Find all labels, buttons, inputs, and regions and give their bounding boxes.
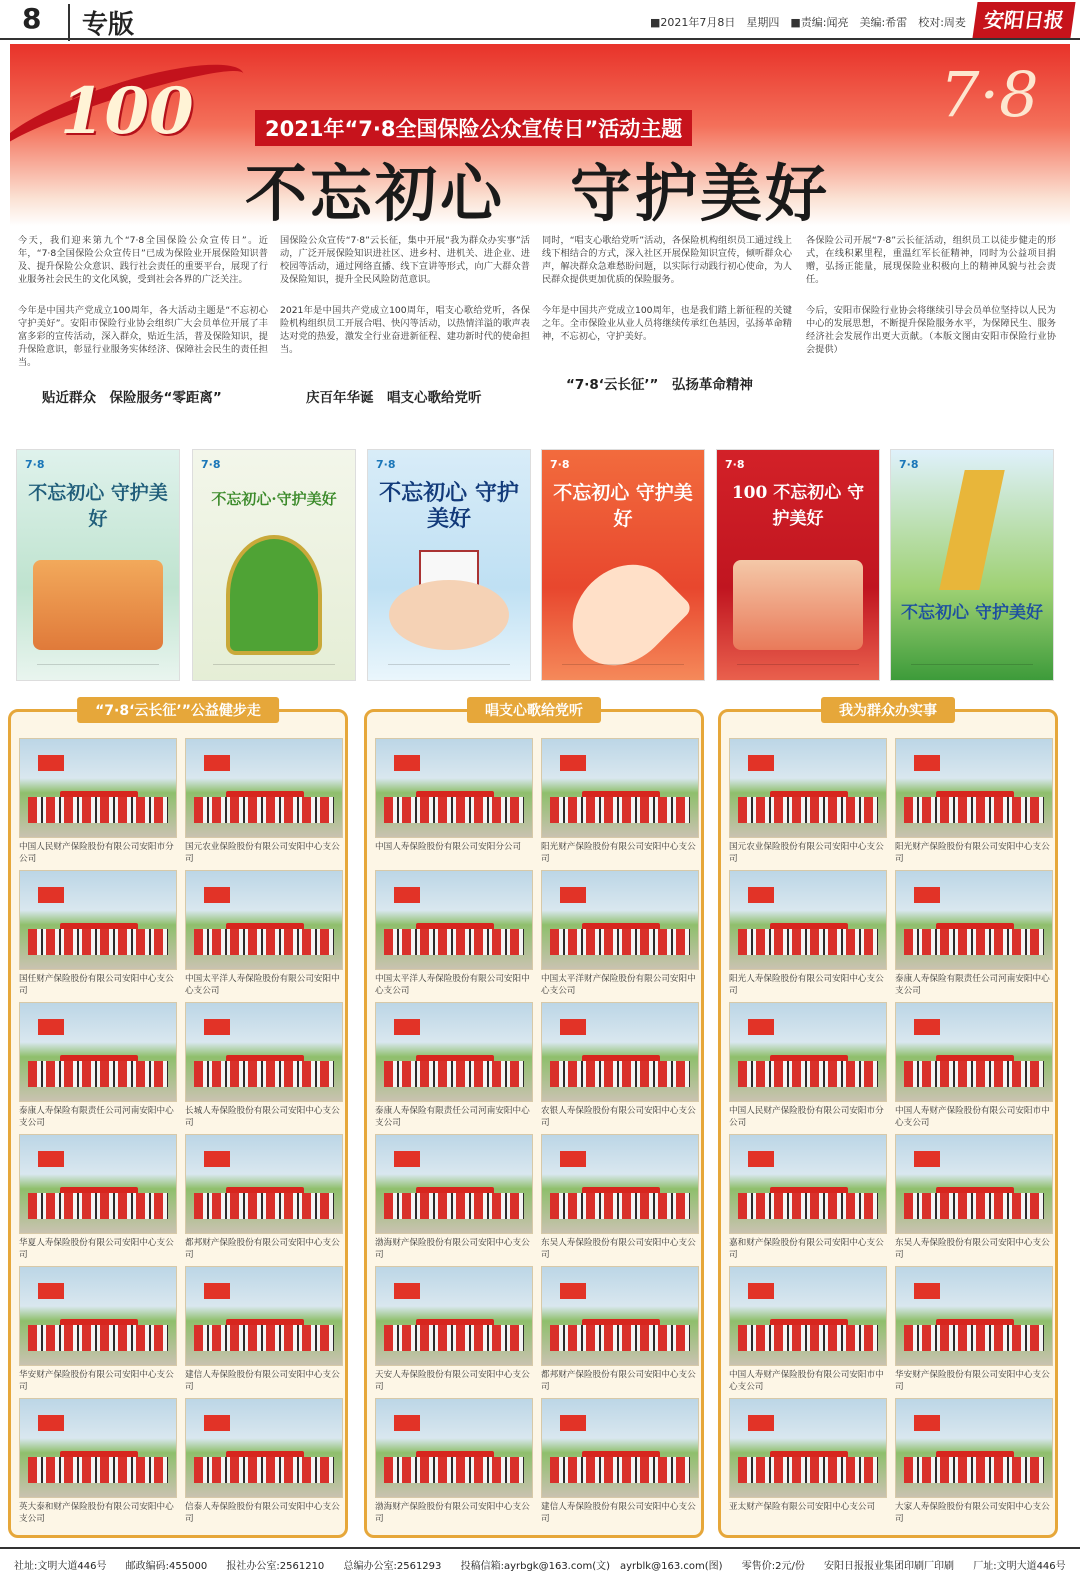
event-photo xyxy=(375,870,533,970)
event-photo xyxy=(541,1134,699,1234)
red-flag-icon xyxy=(394,755,420,771)
footer-email: 投稿信箱:ayrbgk@163.com(文) ayrblk@163.com(图) xyxy=(460,1561,723,1572)
photo-caption: 东吴人寿保险股份有限公司安阳中心支公司 xyxy=(895,1238,1050,1260)
photo-item xyxy=(729,1266,887,1394)
red-flag-icon xyxy=(748,755,774,771)
photo-item xyxy=(375,870,533,998)
red-flag-icon xyxy=(394,1151,420,1167)
group-people-icon xyxy=(904,1193,1044,1219)
photo-item xyxy=(375,738,533,866)
photo-caption: 泰康人寿保险有限责任公司河南安阳中心支公司 xyxy=(375,1106,530,1128)
poster-logo: 7·8 xyxy=(725,458,745,471)
group-people-icon xyxy=(904,1061,1044,1087)
group-people-icon xyxy=(384,1457,524,1483)
newspaper-logo: 安阳日报 xyxy=(972,2,1075,38)
photo-caption: 天安人寿保险股份有限公司安阳中心支公司 xyxy=(375,1370,530,1392)
article-paragraph: 各保险公司开展“7·8”云长征活动，组织员工以徒步健走的形式，在线积累里程，重温红军长征精神，同时为公益项目捐赠，弘扬正能量，展现保险业积极向上的精神风貌与社会责任。 xyxy=(806,235,1056,285)
article-paragraph: 今年是中国共产党成立100周年，也是我们踏上新征程的关键之年。全市保险业从业人员将继续传承红色基因，弘扬革命精神，不忘初心，守护美好。 xyxy=(542,305,792,342)
footer-printer: 安阳日报报业集团印刷厂印刷 xyxy=(824,1561,955,1572)
event-photo xyxy=(729,1134,887,1234)
photo-caption: 渤海财产保险股份有限公司安阳中心支公司 xyxy=(375,1238,530,1260)
group-people-icon xyxy=(550,1457,690,1483)
photo-box-serve-people xyxy=(718,703,1058,1538)
poster-slogan: 不忘初心 守护美好 xyxy=(553,482,693,530)
photo-item xyxy=(375,1134,533,1262)
article-paragraph: 2021年是中国共产党成立100周年，唱支心歌给党听，各保险机构组织员工开展合唱、快闪等活动，以热情洋溢的歌声表达对党的热爱，激发全行业奋进新征程、建功新时代的使命担当。 xyxy=(280,305,530,355)
photo-caption: 中国人寿财产保险股份有限公司安阳市中心支公司 xyxy=(895,1106,1050,1128)
photo-caption: 嘉和财产保险股份有限公司安阳中心支公司 xyxy=(729,1238,884,1260)
article-subhead-3: “7·8‘云长征’” 弘扬革命精神 xyxy=(566,377,753,393)
group-people-icon xyxy=(904,797,1044,823)
photo-caption: 都邦财产保险股份有限公司安阳中心支公司 xyxy=(185,1238,340,1260)
photo-box-cloud-march xyxy=(8,703,348,1538)
article-paragraph: 今年是中国共产党成立100周年，各大活动主题是“不忘初心 守护美好”。安阳市保险行业协会组织广大会员单位开展了丰富多彩的宣传活动，深入群众，贴近生活，普及保险知识，提升保险意识，彰显行业服务实体经济、保障社会民生的责任担当。 xyxy=(18,305,268,368)
footer-factory: 厂址:文明大道446号 xyxy=(973,1561,1066,1572)
event-photo xyxy=(729,738,887,838)
group-people-icon xyxy=(904,1457,1044,1483)
shield-tree-icon xyxy=(226,535,322,655)
group-people-icon xyxy=(550,1061,690,1087)
article-column-4 xyxy=(806,234,1056,434)
event-photo xyxy=(541,738,699,838)
day-mark: 7·8 xyxy=(940,58,1039,131)
photo-caption: 阳光财产保险股份有限公司安阳中心支公司 xyxy=(895,842,1050,864)
group-people-icon xyxy=(550,1325,690,1351)
footer-price: 零售价:2元/份 xyxy=(741,1561,805,1572)
photo-caption: 东吴人寿保险股份有限公司安阳中心支公司 xyxy=(541,1238,696,1260)
photo-caption: 中国人寿财产保险股份有限公司安阳市中心支公司 xyxy=(729,1370,884,1392)
photo-item xyxy=(185,1398,343,1526)
event-photo xyxy=(729,1266,887,1366)
event-photo xyxy=(375,1266,533,1366)
red-flag-icon xyxy=(914,1019,940,1035)
red-flag-icon xyxy=(394,1283,420,1299)
event-photo xyxy=(185,1266,343,1366)
poster-logo: 7·8 xyxy=(899,458,919,471)
photo-caption: 长城人寿保险股份有限公司安阳中心支公司 xyxy=(185,1106,340,1128)
city-illustration-icon xyxy=(33,560,163,650)
group-people-icon xyxy=(384,1325,524,1351)
photo-caption: 国元农业保险股份有限公司安阳中心支公司 xyxy=(185,842,340,864)
issue-meta: ■2021年7月8日 星期四 ■责编:闻亮 美编:希雷 校对:周麦 xyxy=(650,16,966,29)
photo-item xyxy=(375,1002,533,1130)
photo-caption: 信泰人寿保险股份有限公司安阳中心支公司 xyxy=(185,1502,340,1524)
photo-item xyxy=(185,1266,343,1394)
group-people-icon xyxy=(194,797,334,823)
event-photo xyxy=(729,1002,887,1102)
red-flag-icon xyxy=(204,1019,230,1035)
red-flag-icon xyxy=(38,1019,64,1035)
red-flag-icon xyxy=(914,1283,940,1299)
red-flag-icon xyxy=(204,1283,230,1299)
banner-title: 不忘初心 守护美好 xyxy=(245,157,831,226)
article-paragraph: 国保险公众宣传“7·8”云长征，集中开展“我为群众办实事”活动，广泛开展保险知识进社区、进乡村、进机关、进企业、进校园等活动，通过网络直播、线下宣讲等形式，向广大群众普及保险知识，提升全民风险防范意识。 xyxy=(280,235,530,285)
red-flag-icon xyxy=(204,1151,230,1167)
group-people-icon xyxy=(28,1061,168,1087)
event-photo xyxy=(895,738,1053,838)
photo-caption: 阳光人寿保险股份有限公司安阳中心支公司 xyxy=(729,974,884,996)
group-people-icon xyxy=(194,1457,334,1483)
footer-editor-phone: 总编办公室:2561293 xyxy=(343,1561,442,1572)
event-photo xyxy=(541,870,699,970)
hand-icon xyxy=(389,580,509,650)
event-photo xyxy=(375,738,533,838)
event-photo xyxy=(895,1398,1053,1498)
photo-item xyxy=(729,1002,887,1130)
photo-caption: 国元农业保险股份有限公司安阳中心支公司 xyxy=(729,842,884,864)
photo-caption: 渤海财产保险股份有限公司安阳中心支公司 xyxy=(375,1502,530,1524)
red-flag-icon xyxy=(204,887,230,903)
article-subhead-1: 贴近群众 保险服务“零距离” xyxy=(42,390,222,406)
red-flag-icon xyxy=(560,1415,586,1431)
group-people-icon xyxy=(738,1457,878,1483)
photo-item xyxy=(185,870,343,998)
group-people-icon xyxy=(194,929,334,955)
photo-item xyxy=(895,870,1053,998)
poster-logo: 7·8 xyxy=(550,458,570,471)
poster-logo: 7·8 xyxy=(25,458,45,471)
photo-box-title: “7·8‘云长征’”公益健步走 xyxy=(77,697,279,723)
poster-5 xyxy=(716,449,880,681)
photo-grid xyxy=(19,738,339,1526)
masthead xyxy=(0,0,1080,40)
photo-item xyxy=(19,870,177,998)
banner-subtitle: 2021年“7·8全国保险公众宣传日”活动主题 xyxy=(255,110,692,146)
group-people-icon xyxy=(194,1325,334,1351)
photo-item xyxy=(895,1398,1053,1526)
photo-item xyxy=(375,1398,533,1526)
group-people-icon xyxy=(384,797,524,823)
photo-caption: 泰康人寿保险有限责任公司河南安阳中心支公司 xyxy=(895,974,1050,996)
poster-logo: 7·8 xyxy=(201,458,221,471)
red-flag-icon xyxy=(394,1415,420,1431)
event-photo xyxy=(19,1398,177,1498)
group-people-icon xyxy=(738,1325,878,1351)
red-flag-icon xyxy=(748,1019,774,1035)
group-people-icon xyxy=(28,797,168,823)
event-photo xyxy=(19,1134,177,1234)
footer-office-phone: 报社办公室:2561210 xyxy=(226,1561,325,1572)
group-people-icon xyxy=(194,1061,334,1087)
page-number: 8 xyxy=(22,2,42,35)
article-paragraph: 今天，我们迎来第九个“7·8全国保险公众宣传日”。近年，“7·8全国保险公众宣传日”已成为保险业开展保险知识普及、提升保险公众意识、践行社会责任的重要平台，展现了行业服务社会民生的文化风貌，受到社会各界的广泛关注。 xyxy=(18,235,268,285)
group-people-icon xyxy=(28,1325,168,1351)
photo-box-sing-to-party xyxy=(364,703,704,1538)
great-wall-icon xyxy=(939,470,1005,590)
photo-caption: 建信人寿保险股份有限公司安阳中心支公司 xyxy=(541,1502,696,1524)
red-flag-icon xyxy=(394,887,420,903)
group-people-icon xyxy=(738,1193,878,1219)
photo-item xyxy=(895,1266,1053,1394)
red-flag-icon xyxy=(38,755,64,771)
photo-box-title: 唱支心歌给党听 xyxy=(467,697,601,723)
red-flag-icon xyxy=(560,755,586,771)
red-flag-icon xyxy=(748,1151,774,1167)
poster-3 xyxy=(367,449,531,681)
article-column-3 xyxy=(542,234,792,434)
event-photo xyxy=(19,738,177,838)
photo-item xyxy=(19,1134,177,1262)
group-people-icon xyxy=(384,1193,524,1219)
event-photo xyxy=(895,1266,1053,1366)
photo-item xyxy=(19,1002,177,1130)
group-people-icon xyxy=(28,1193,168,1219)
red-flag-icon xyxy=(914,755,940,771)
red-flag-icon xyxy=(748,887,774,903)
event-photo xyxy=(729,870,887,970)
photo-item xyxy=(729,738,887,866)
group-people-icon xyxy=(550,929,690,955)
poster-4 xyxy=(541,449,705,681)
event-photo xyxy=(185,1002,343,1102)
photo-caption: 中国人寿保险股份有限公司安阳分公司 xyxy=(375,842,522,852)
poster-2 xyxy=(192,449,356,681)
photo-caption: 大家人寿保险股份有限公司安阳中心支公司 xyxy=(895,1502,1050,1524)
photo-item xyxy=(895,1002,1053,1130)
poster-1 xyxy=(16,449,180,681)
centenary-mark: 100 xyxy=(60,74,194,149)
photo-caption: 阳光财产保险股份有限公司安阳中心支公司 xyxy=(541,842,696,864)
photo-item xyxy=(541,1398,699,1526)
group-people-icon xyxy=(738,797,878,823)
photo-caption: 都邦财产保险股份有限公司安阳中心支公司 xyxy=(541,1370,696,1392)
group-people-icon xyxy=(550,1193,690,1219)
footer-address: 社址:文明大道446号 xyxy=(14,1561,107,1572)
photo-item xyxy=(895,1134,1053,1262)
photo-item xyxy=(185,1002,343,1130)
group-people-icon xyxy=(904,929,1044,955)
group-people-icon xyxy=(904,1325,1044,1351)
red-flag-icon xyxy=(394,1019,420,1035)
footer xyxy=(0,1547,1080,1586)
red-flag-icon xyxy=(914,1151,940,1167)
event-photo xyxy=(375,1134,533,1234)
photo-item xyxy=(541,1134,699,1262)
group-people-icon xyxy=(28,1457,168,1483)
poster-slogan: 不忘初心·守护美好 xyxy=(211,490,337,508)
event-photo xyxy=(541,1002,699,1102)
poster-slogan: 不忘初心 守护美好 xyxy=(379,480,519,532)
group-people-icon xyxy=(384,929,524,955)
footer-postcode: 邮政编码:455000 xyxy=(125,1561,208,1572)
red-flag-icon xyxy=(38,887,64,903)
photo-caption: 中国太平洋人寿保险股份有限公司安阳中心支公司 xyxy=(185,974,340,996)
red-flag-icon xyxy=(914,1415,940,1431)
photo-item xyxy=(895,738,1053,866)
photo-caption: 建信人寿保险股份有限公司安阳中心支公司 xyxy=(185,1370,340,1392)
photo-caption: 中国人民财产保险股份有限公司安阳市分公司 xyxy=(19,842,174,864)
group-people-icon xyxy=(738,1061,878,1087)
poster-slogan: 不忘初心 守护美好 xyxy=(901,603,1043,623)
photo-caption: 中国人民财产保险股份有限公司安阳市分公司 xyxy=(729,1106,884,1128)
red-flag-icon xyxy=(560,1151,586,1167)
monument-icon xyxy=(733,560,863,650)
photo-item xyxy=(541,870,699,998)
event-photo xyxy=(185,1398,343,1498)
heart-hands-icon xyxy=(552,544,693,681)
photo-caption: 农银人寿保险股份有限公司安阳中心支公司 xyxy=(541,1106,696,1128)
banner xyxy=(10,44,1070,226)
event-photo xyxy=(375,1002,533,1102)
photo-item xyxy=(185,738,343,866)
photo-caption: 泰康人寿保险有限责任公司河南安阳中心支公司 xyxy=(19,1106,174,1128)
poster-logo: 7·8 xyxy=(376,458,396,471)
photo-item xyxy=(729,870,887,998)
event-photo xyxy=(895,870,1053,970)
photo-caption: 亚太财产保险有限公司安阳中心支公司 xyxy=(729,1502,876,1512)
photo-item xyxy=(541,1266,699,1394)
photo-item xyxy=(375,1266,533,1394)
red-flag-icon xyxy=(204,755,230,771)
photo-caption: 中国太平洋财产保险股份有限公司安阳中心支公司 xyxy=(541,974,696,996)
event-photo xyxy=(185,1134,343,1234)
poster-slogan: 不忘初心 守护美好 xyxy=(28,482,168,530)
article-subhead-2: 庆百年华诞 唱支心歌给党听 xyxy=(306,390,482,406)
red-flag-icon xyxy=(204,1415,230,1431)
poster-6 xyxy=(890,449,1054,681)
red-flag-icon xyxy=(38,1151,64,1167)
photo-caption: 华安财产保险股份有限公司安阳中心支公司 xyxy=(895,1370,1050,1392)
event-photo xyxy=(541,1266,699,1366)
event-photo xyxy=(19,1002,177,1102)
section-name: 专版 xyxy=(68,4,134,41)
article-paragraph: 今后，安阳市保险行业协会将继续引导会员单位坚持以人民为中心的发展思想，不断提升保险服务水平，为保障民生、服务经济社会发展作出更大贡献。（本版文图由安阳市保险行业协会提供） xyxy=(806,305,1056,355)
event-photo xyxy=(185,738,343,838)
group-people-icon xyxy=(738,929,878,955)
red-flag-icon xyxy=(38,1415,64,1431)
photo-caption: 中国太平洋人寿保险股份有限公司安阳中心支公司 xyxy=(375,974,530,996)
event-photo xyxy=(19,1266,177,1366)
event-photo xyxy=(895,1002,1053,1102)
group-people-icon xyxy=(550,797,690,823)
red-flag-icon xyxy=(748,1415,774,1431)
article-paragraph: 同时，“唱支心歌给党听”活动，各保险机构组织员工通过线上线下相结合的方式，深入社区开展保险知识宣传，倾听群众心声，解决群众急难愁盼问题，以实际行动践行初心使命，为人民群众提供更加优质的保险服务。 xyxy=(542,235,792,285)
photo-item xyxy=(19,1398,177,1526)
red-flag-icon xyxy=(914,887,940,903)
photo-grid xyxy=(375,738,695,1526)
photo-item xyxy=(541,738,699,866)
photo-item xyxy=(729,1134,887,1262)
photo-grid xyxy=(729,738,1049,1526)
photo-item xyxy=(185,1134,343,1262)
poster-slogan: 100 不忘初心 守护美好 xyxy=(731,483,865,529)
red-flag-icon xyxy=(560,1019,586,1035)
photo-item xyxy=(19,1266,177,1394)
red-flag-icon xyxy=(38,1283,64,1299)
group-people-icon xyxy=(384,1061,524,1087)
group-people-icon xyxy=(28,929,168,955)
red-flag-icon xyxy=(560,1283,586,1299)
red-flag-icon xyxy=(560,887,586,903)
photo-item xyxy=(729,1398,887,1526)
photo-item xyxy=(19,738,177,866)
photo-caption: 英大泰和财产保险股份有限公司安阳中心支公司 xyxy=(19,1502,174,1524)
photo-box-title: 我为群众办实事 xyxy=(821,697,955,723)
red-flag-icon xyxy=(748,1283,774,1299)
event-photo xyxy=(729,1398,887,1498)
group-people-icon xyxy=(194,1193,334,1219)
photo-caption: 华安财产保险股份有限公司安阳中心支公司 xyxy=(19,1370,174,1392)
photo-caption: 国任财产保险股份有限公司安阳中心支公司 xyxy=(19,974,174,996)
photo-item xyxy=(541,1002,699,1130)
event-photo xyxy=(895,1134,1053,1234)
photo-caption: 华夏人寿保险股份有限公司安阳中心支公司 xyxy=(19,1238,174,1260)
event-photo xyxy=(375,1398,533,1498)
event-photo xyxy=(19,870,177,970)
event-photo xyxy=(541,1398,699,1498)
event-photo xyxy=(185,870,343,970)
